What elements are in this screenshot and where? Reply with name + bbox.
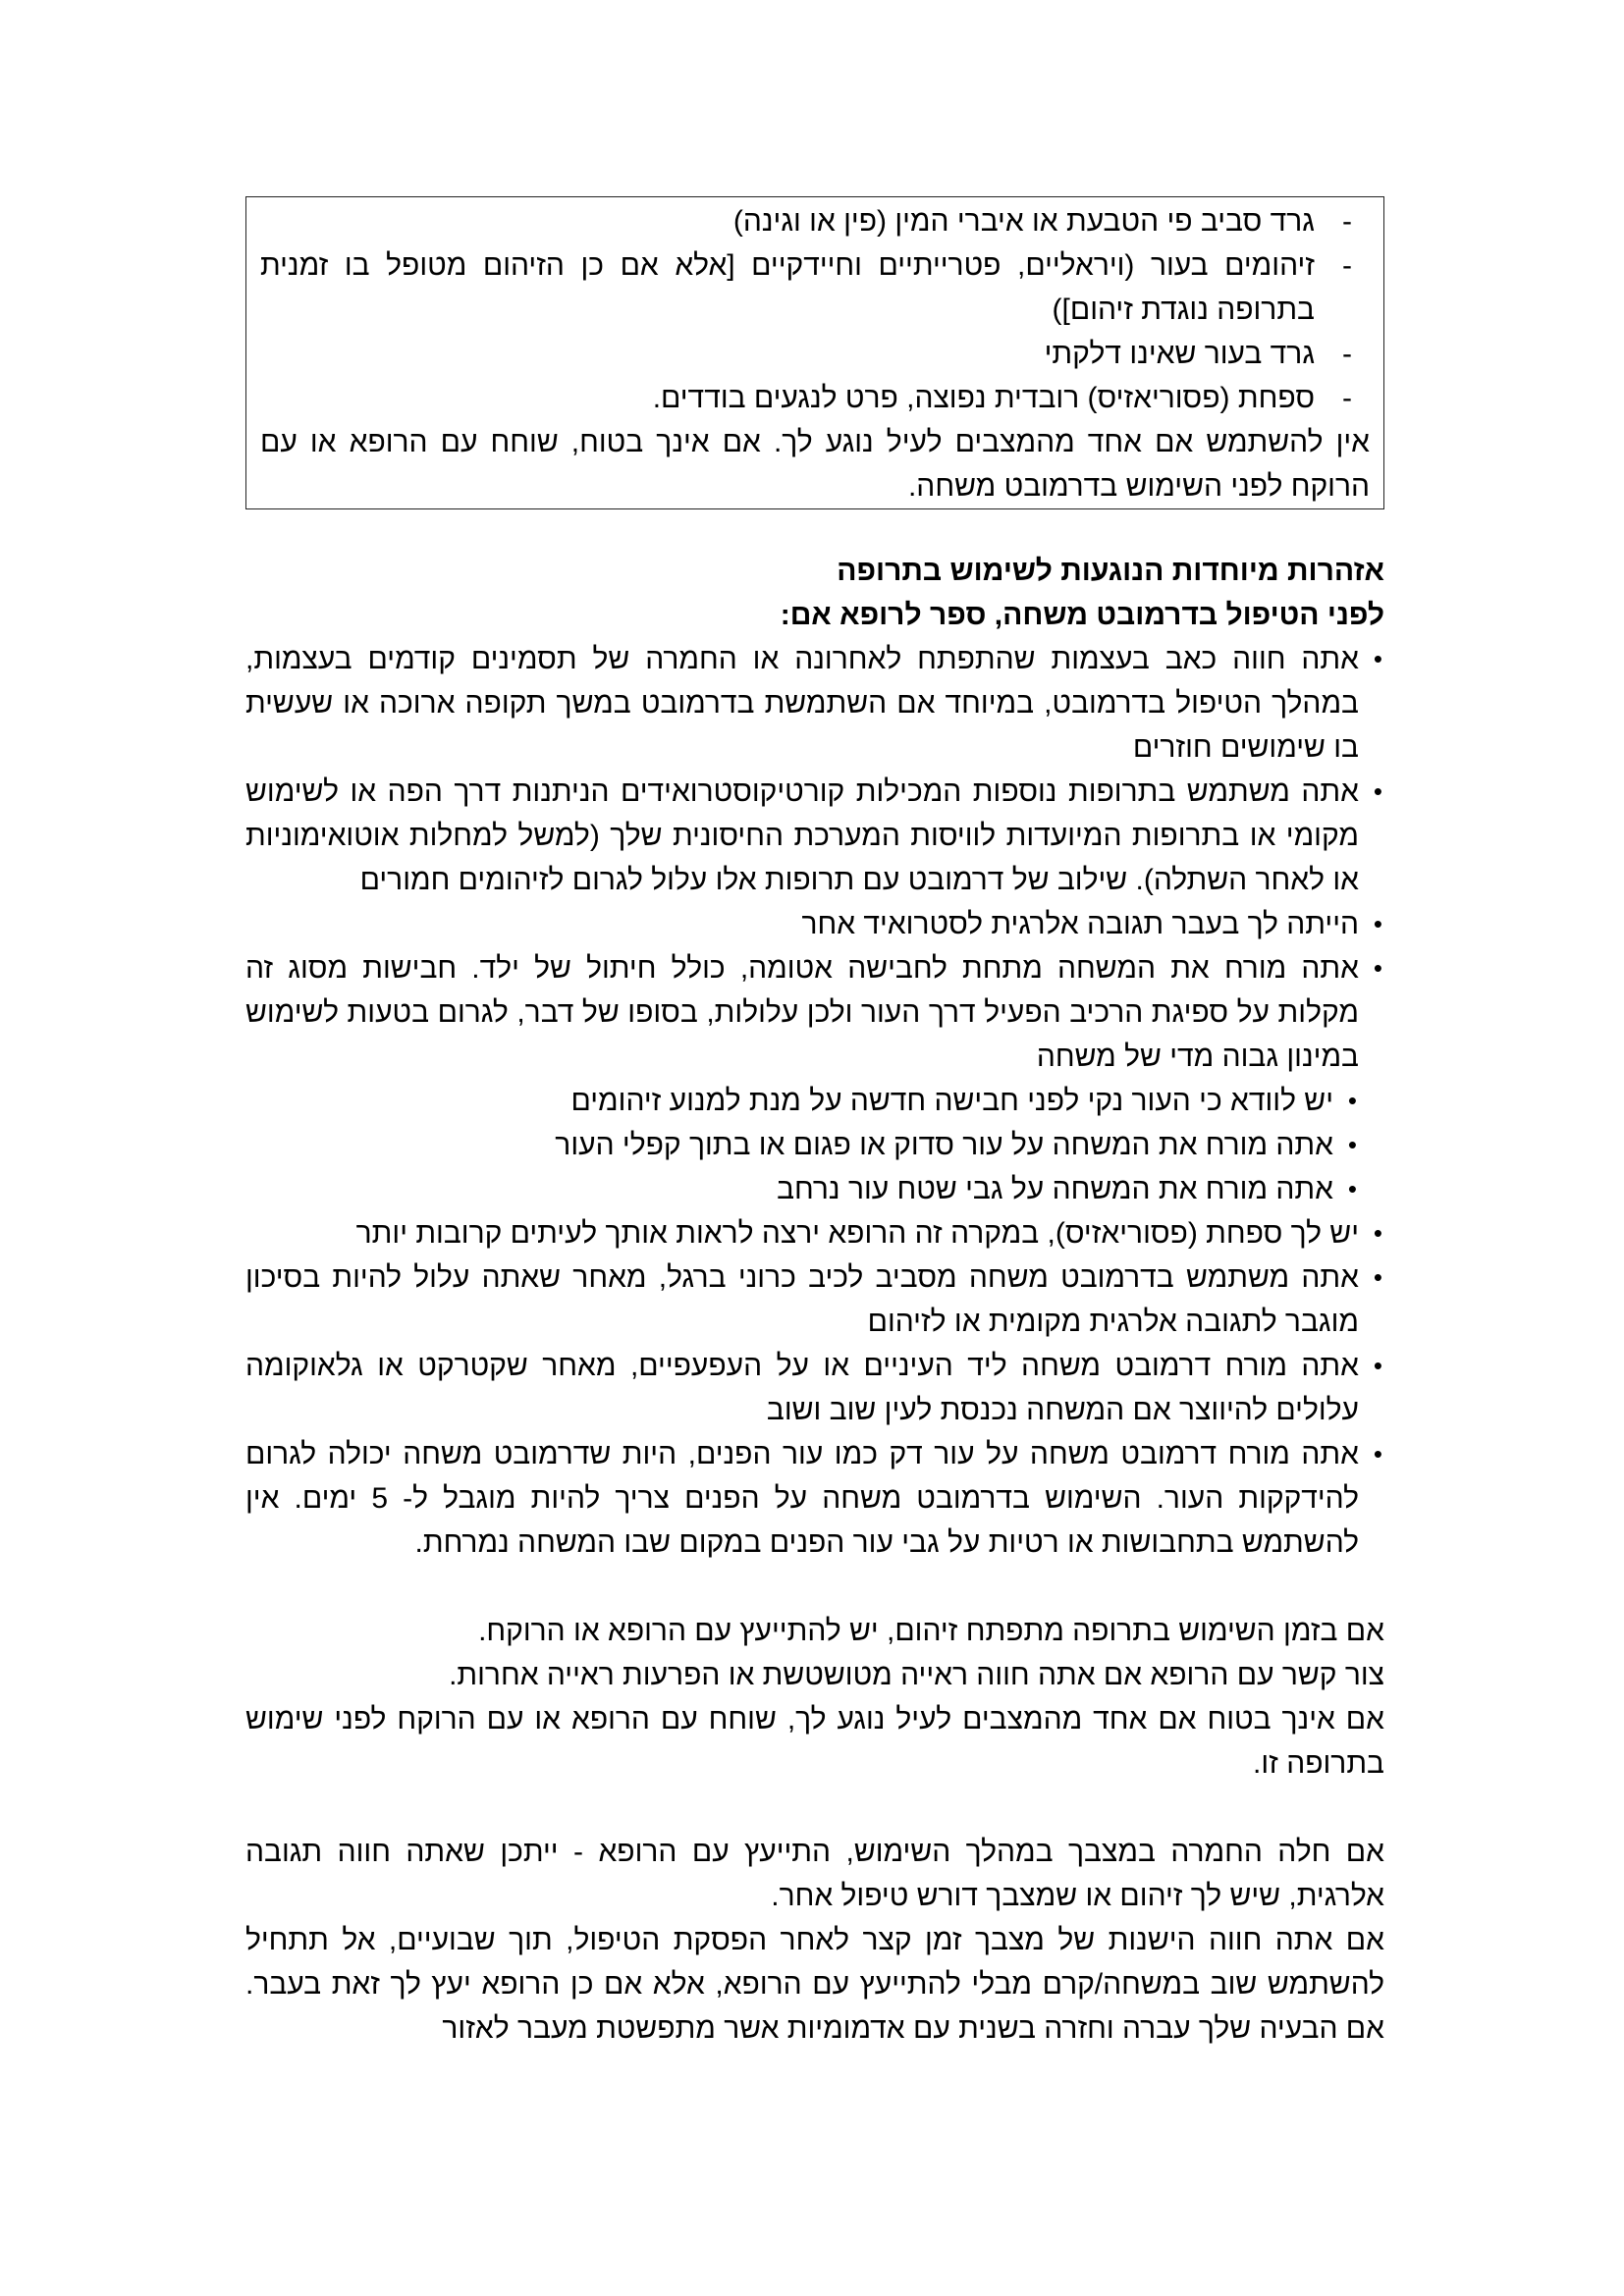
warning-item: • אתה חווה כאב בעצמות שהתפתח לאחרונה או החמרה של תסמינים קודמים בעצמות, במהלך הטיפול בדרמובט, במיוחד אם השתמשת בדרמובט במשך תקופה ארוכה או שעשית בו שימושים חוזרים <box>245 637 1384 770</box>
warning-item: • אתה מורח דרמובט משחה על עור דק כמו עור הפנים, היות שדרמובט משחה יכולה לגרום להידקקות העור. השימוש בדרמובט משחה על הפנים צריך להיות מוגבל ל- 5 ימים. אין להשתמש בתחבושות או רטיות על גבי עור הפנים במקום שבו המשחה נמרחת. <box>245 1432 1384 1565</box>
warning-subitem: • אתה מורח את המשחה על גבי שטח עור נרחב <box>245 1167 1384 1211</box>
warning-item: • אתה משתמש בתרופות נוספות המכילות קורטיקוסטרואידים הניתנות דרך הפה או לשימוש מקומי או בתרופות המיועדות לוויסות המערכת החיסונית שלך (למשל למחלות אוטואימוניות או לאחר השתלה). שילוב של דרמובט עם תרופות אלו עלול לגרום לזיהומים חמורים <box>245 770 1384 902</box>
contraindications-list <box>260 199 1370 420</box>
warnings-list <box>245 637 1384 1565</box>
warning-item: • הייתה לך בעבר תגובה אלרגית לסטרואיד אחר <box>245 902 1384 946</box>
warning-subitem: • אתה מורח את המשחה על עור סדוק או פגום או בתוך קפלי העור <box>245 1123 1384 1167</box>
relapse-note: אם אתה חווה הישנות של מצבך זמן קצר לאחר הפסקת הטיפול, תוך שבועיים, אל תתחיל להשתמש שוב במשחה/קרם מבלי להתייעץ עם הרופא, אלא אם כן הרופא יעץ לך זאת בעבר. אם הבעיה שלך עברה וחזרה בשנית עם אדמומיות אשר מתפשטת מעבר לאזור <box>245 1924 1384 2045</box>
bullet-marker: • <box>1373 909 1382 938</box>
section-heading: אזהרות מיוחדות הנוגעות לשימוש בתרופה <box>837 555 1384 587</box>
warning-item: • אתה משתמש בדרמובט משחה מסביב לכיב כרוני ברגל, מאחר שאתה עלול להיות בסיכון מוגבר לתגובה אלרגית מקומית או לזיהום <box>245 1255 1384 1344</box>
dash-marker: - <box>1342 382 1352 414</box>
infection-note: אם בזמן השימוש בתרופה מתפתח זיהום, יש להתייעץ עם הרופא או הרוקח. <box>478 1615 1384 1647</box>
contraindication-item: - גרד בעור שאינו דלקתי <box>260 332 1370 376</box>
bullet-marker: • <box>1373 1439 1382 1468</box>
box-note: אין להשתמש אם אחד מהמצבים לעיל נוגע לך. אם אינך בטוח, שוחח עם הרופא או עם הרוקח לפני השימוש בדרמובט משחה. <box>260 426 1370 503</box>
bullet-marker: • <box>1373 953 1382 983</box>
bullet-marker: • <box>1347 1174 1357 1203</box>
bullet-marker: • <box>1373 776 1382 806</box>
spacer <box>245 1565 1384 1609</box>
worsening-note: אם חלה החמרה במצבך במהלך השימוש, התייעץ עם הרופא - ייתכן שאתה חווה תגובה אלרגית, שיש לך זיהום או שמצבך דורש טיפול אחר. <box>245 1836 1384 1912</box>
consult-note: אם אינך בטוח אם אחד מהמצבים לעיל נוגע לך, שוחח עם הרופא או עם הרוקח לפני שימוש בתרופה זו. <box>245 1703 1384 1780</box>
leaflet-page <box>245 196 1384 2051</box>
contraindication-item: - זיהומים בעור (ויראליים, פטרייתיים וחיידקיים [אלא אם כן הזיהום מטופל בו זמנית בתרופה נוגדת זיהום]) <box>260 243 1370 332</box>
bullet-marker: • <box>1373 1262 1382 1292</box>
bullet-marker: • <box>1347 1130 1357 1159</box>
contraindication-item: - גרד סביב פי הטבעת או איברי המין (פין או וגינה) <box>260 199 1370 243</box>
bullet-marker: • <box>1373 1351 1382 1380</box>
dash-marker: - <box>1342 205 1352 238</box>
bullet-marker: • <box>1373 644 1382 673</box>
warning-item: • יש לך ספחת (פסוריאזיס), במקרה זה הרופא ירצה לראות אותך לעיתים קרובות יותר <box>245 1211 1384 1255</box>
section-subheading: לפני הטיפול בדרמובט משחה, ספר לרופא אם: <box>780 599 1384 631</box>
warning-subitem: • יש לוודא כי העור נקי לפני חבישה חדשה על מנת למנוע זיהומים <box>245 1079 1384 1123</box>
contraindications-box <box>245 196 1384 509</box>
dash-marker: - <box>1342 338 1352 370</box>
vision-note: צור קשר עם הרופא אם אתה חווה ראייה מטושטשת או הפרעות ראייה אחרות. <box>449 1659 1384 1691</box>
bullet-marker: • <box>1373 1218 1382 1248</box>
warning-item: • אתה מורח דרמובט משחה ליד העיניים או על העפעפיים, מאחר שקטרקט או גלאוקומה עלולים להיווצר אם המשחה נכנסת לעין שוב ושוב <box>245 1344 1384 1432</box>
dash-marker: - <box>1342 249 1352 282</box>
bullet-marker: • <box>1347 1086 1357 1115</box>
warning-item: • אתה מורח את המשחה מתחת לחבישה אטומה, כולל חיתול של ילד. חבישות מסוג זה מקלות על ספיגת הרכיב הפעיל דרך העור ולכן עלולות, בסופו של דבר, לגרום בטעות לשימוש במינון גבוה מדי של משחה <box>245 946 1384 1079</box>
spacer <box>245 1786 1384 1830</box>
contraindication-item: - ספחת (פסוריאזיס) רובדית נפוצה, פרט לנגעים בודדים. <box>260 376 1370 420</box>
